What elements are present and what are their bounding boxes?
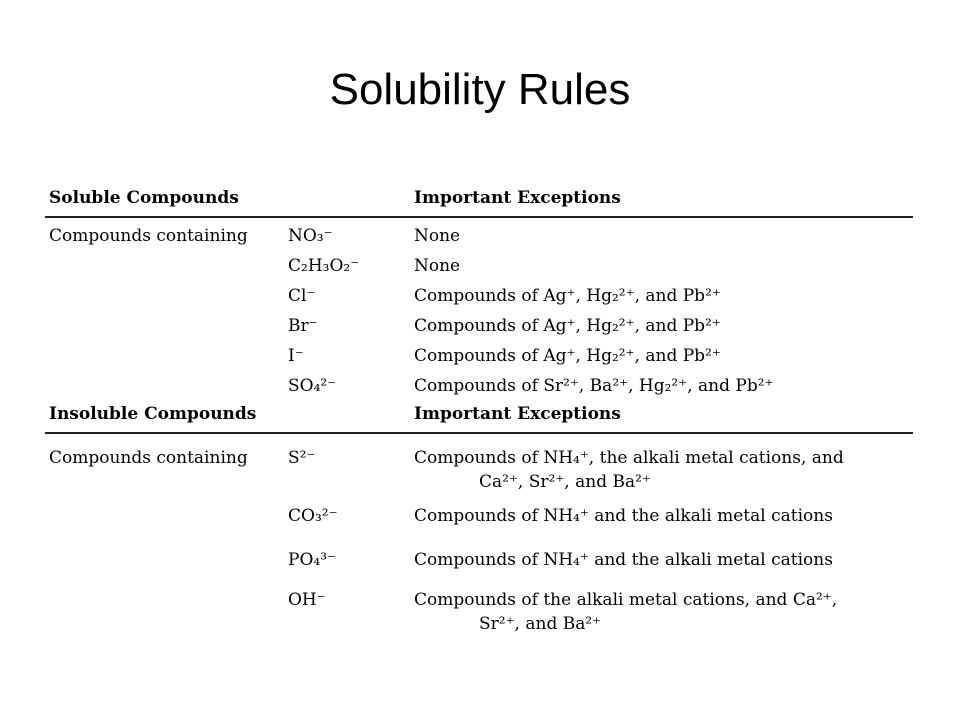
solubility-table xyxy=(45,184,913,638)
insoluble-compounds-header: Insoluble Compounds xyxy=(49,404,257,424)
ion-cell: C₂H₃O₂⁻ xyxy=(288,256,360,276)
exceptions-header: Important Exceptions xyxy=(414,188,621,208)
ion-cell: CO₃²⁻ xyxy=(288,506,338,526)
ion-cell: Cl⁻ xyxy=(288,286,316,306)
exception-cell: Compounds of Ag⁺, Hg₂²⁺, and Pb²⁺ xyxy=(414,316,721,336)
exceptions-header: Important Exceptions xyxy=(414,404,621,424)
exception-cell: Compounds of NH₄⁺ and the alkali metal cations xyxy=(414,506,833,526)
insoluble-header-row xyxy=(45,400,913,434)
exception-cell: Compounds of Ag⁺, Hg₂²⁺, and Pb²⁺ xyxy=(414,286,721,306)
exception-continuation: Ca²⁺, Sr²⁺, and Ba²⁺ xyxy=(479,472,651,492)
ion-cell: SO₄²⁻ xyxy=(288,376,337,396)
table-row xyxy=(45,434,913,492)
exception-cell: Compounds of Sr²⁺, Ba²⁺, Hg₂²⁺, and Pb²⁺ xyxy=(414,376,774,396)
exception-cell: Compounds of the alkali metal cations, and Ca²⁺, xyxy=(414,590,838,610)
ion-cell: OH⁻ xyxy=(288,590,326,610)
ion-cell: I⁻ xyxy=(288,346,304,366)
ion-cell: PO₄³⁻ xyxy=(288,550,336,570)
ion-cell: Br⁻ xyxy=(288,316,318,336)
exception-cell: Compounds of NH₄⁺, the alkali metal cations, and xyxy=(414,448,844,468)
table-row xyxy=(45,338,913,368)
soluble-header-row xyxy=(45,184,913,218)
page-title: Solubility Rules xyxy=(329,65,631,114)
table-row xyxy=(45,536,913,578)
soluble-compounds-header: Soluble Compounds xyxy=(49,188,239,208)
ion-cell: NO₃⁻ xyxy=(288,226,333,246)
table-row xyxy=(45,308,913,338)
group-label: Compounds containing xyxy=(49,448,248,468)
table-row xyxy=(45,278,913,308)
table-row xyxy=(45,578,913,638)
exception-continuation: Sr²⁺, and Ba²⁺ xyxy=(479,614,602,634)
table-row xyxy=(45,368,913,400)
table-row xyxy=(45,218,913,248)
exception-cell: None xyxy=(414,256,461,276)
exception-cell: Compounds of NH₄⁺ and the alkali metal cations xyxy=(414,550,833,570)
group-label: Compounds containing xyxy=(49,226,248,246)
exception-cell: Compounds of Ag⁺, Hg₂²⁺, and Pb²⁺ xyxy=(414,346,721,366)
exception-cell: None xyxy=(414,226,461,246)
table-row xyxy=(45,248,913,278)
table-row xyxy=(45,492,913,536)
ion-cell: S²⁻ xyxy=(288,448,316,468)
